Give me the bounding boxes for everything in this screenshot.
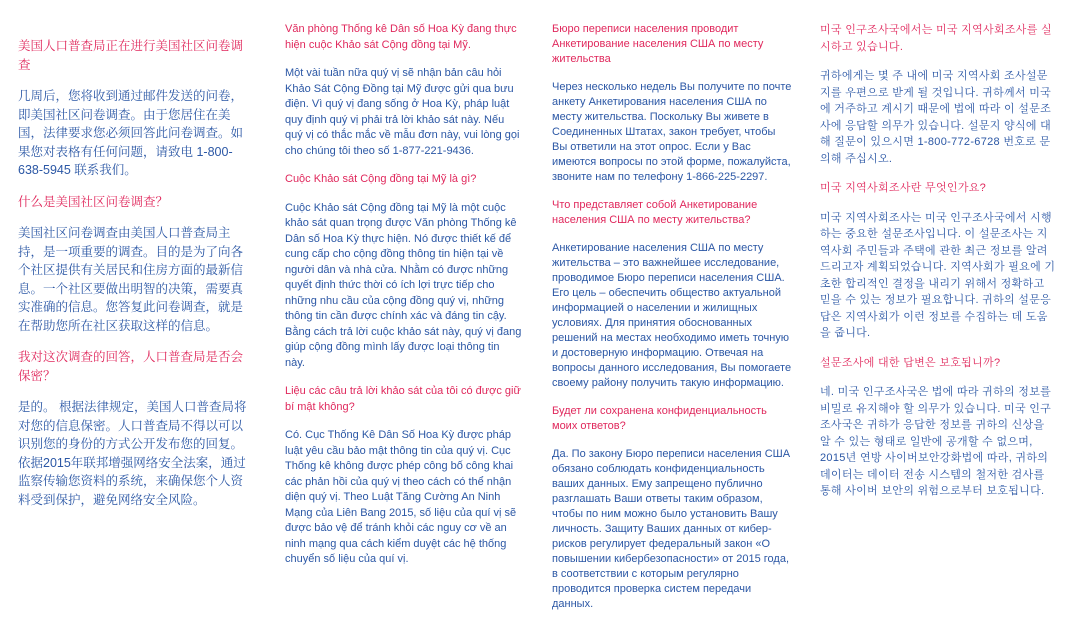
column-chinese — [18, 22, 252, 522]
column-russian — [552, 22, 793, 625]
chinese-paragraph-3: 美国社区问卷调查由美国人口普查局主持，是一项重要的调查。目的是为了向各个社区提供有关居民和住房方面的最新信息。一个社区要做出明智的决策，需要真实准确的信息。您答复此问卷调查，就是在帮助您所在社区获取这样的信息。 — [18, 226, 244, 333]
russian-paragraph-3: Анкетирование населения США по месту жительства – это важнейшее исследование, проводимое Бюро переписи населения США. Его цель – обеспечить общество актуальной информацией о населении и жилищных условиях. Для принятия обоснованных решений на местах необходимо иметь точную и достоверную информацию. Отвечая на вопросы данного исследования, Вы помогаете своему району получить такую информацию. — [552, 242, 792, 389]
vietnamese-heading-0: Văn phòng Thống kê Dân số Hoa Kỳ đang thực hiện cuộc Khảo sát Cộng đồng tại Mỹ. — [285, 23, 517, 51]
russian-heading-2: Что представляет собой Анкетирование населения США по месту жительства? — [552, 199, 758, 226]
korean-paragraph-5: 네. 미국 인구조사국은 법에 따라 귀하의 정보를 비밀로 유지해야 할 의무가 있습니다. 미국 인구조사국은 귀하가 응답한 정보를 귀하의 신상을 알 수 있는 형태로 일반에 공개할 수 없으며, 2015년 연방 사이버보안강화법에 따라, 귀하의 데이터는 데이터 전송 시스템의 철저한 검사를 통해 사이버 보안의 위험으로부터 보호됩니다. — [820, 386, 1052, 497]
korean-heading-0: 미국 인구조사국에서는 미국 지역사회조사를 실시하고 있습니다. — [820, 24, 1052, 53]
vietnamese-paragraph-5: Có. Cục Thống Kê Dân Số Hoa Kỳ được pháp luật yêu cầu bảo mật thông tin của quý vị. Cục Thống kê không được phép công bố công khai các phản hồi của quý vị theo cách có thể nhận diện quý vị. Theo Luật Tăng Cường An Ninh Mạng của Liên Bang 2015, số liệu của quí vị sẽ được bảo vệ để tránh khỏi các nguy cơ về an ninh mạng qua cách kiểm duyệt các hệ thống chuyển số liệu của quí vị. — [285, 429, 517, 565]
chinese-paragraph-5: 是的。 根据法律规定，美国人口普查局将对您的信息保密。人口普查局不得以可以识别您的身份的方式公开发布您的回复。依据2015年联邦增强网络安全法案，通过监察传输您资料的系统，来确保您个人资料受到保护，避免网络安全风险。 — [18, 400, 247, 507]
korean-paragraph-1: 귀하에게는 몇 주 내에 미국 지역사회 조사설문지를 우편으로 받게 될 것입니다. 귀하께서 미국에 거주하고 계시기 때문에 법에 따라 이 설문조사에 응답할 의무가 있습니다. 설문지 양식에 대해 질문이 있으시면 1-800-772-6728 번호로 문의해 주십시오. — [820, 70, 1052, 165]
vietnamese-heading-2: Cuộc Khảo sát Cộng đồng tại Mỹ là gì? — [285, 173, 477, 185]
column-vietnamese — [285, 22, 522, 581]
korean-paragraph-3: 미국 지역사회조사는 미국 인구조사국에서 시행하는 중요한 설문조사입니다. 이 설문조사는 지역사회 주민들과 주택에 관한 최근 정보를 알려드리고자 계획되었습니다. 지역사회가 필요에 기초한 합리적인 결정을 내리기 위해서 정확하고 믿을 수 있는 정보가 필요합니다. 귀하의 설문응답은 지역사회가 이런 정보를 수집하는 데 도움을 줍니다. — [820, 211, 1056, 339]
russian-paragraph-5: Да. По закону Бюро переписи населения США обязано соблюдать конфиденциальность ваших данных. Ему запрещено публично разглашать Ваши ответы таким образом, чтобы по ним можно было установить Вашу личность. Защиту Ваших данных от кибер-рисков регулирует федеральный закон «О повышении кибербезопасности» от 2015 года, в соответствии с которым регулярно проводится проверка систем передачи данных. — [552, 448, 791, 610]
vietnamese-paragraph-3: Cuộc Khảo sát Cộng đồng tại Mỹ là một cuộc khảo sát quan trọng được Văn phòng Thống kê Dân số Hoa Kỳ thực hiện. Nó được thiết kế để cung cấp cho cộng đồng thông tin hiện tại về người dân và nhà cửa. Nhằm có được những quyết định thức thời có ích lợi trực tiếp cho những nhu cầu của cộng đồng quý vị, những thông tin cần được chính xác và đáng tin cậy. Bằng cách trả lời cuộc khảo sát này, quý vị đang giúp cộng đồng mình lấy được loại thông tin này. — [285, 201, 522, 369]
korean-heading-4: 설문조사에 대한 답변은 보호됩니까? — [820, 356, 1001, 369]
korean-heading-2: 미국 지역사회조사란 무엇인가요? — [820, 182, 987, 194]
column-korean — [820, 22, 1057, 513]
chinese-paragraph-1: 几周后，您将收到通过邮件发送的问卷，即美国社区问卷调查。由于您居住在美国，法律要求您必须回答此问卷调查。如果您对表格有任何问题，请致电 1-800-638-5945 联系我们。 — [18, 89, 244, 177]
chinese-heading-2: 什么是美国社区问卷调查？ — [18, 194, 169, 209]
chinese-heading-0: 美国人口普查局正在进行美国社区问卷调查 — [18, 39, 244, 72]
chinese-heading-4: 我对这次调查的回答，人口普查局是否会保密？ — [18, 350, 244, 383]
russian-paragraph-1: Через несколько недель Вы получите по почте анкету Анкетирования населения США по месту жительства. Поскольку Вы живете в Соединенных Штатах, закон требует, чтобы Вы ответили на этот опрос. Если у Вас имеются вопросы по этой форме, пожалуйста, звоните нам по телефону 1-866-225-2297. — [552, 81, 792, 183]
vietnamese-heading-4: Liệu các câu trả lời khảo sát của tôi có được giữ bí mật không? — [285, 385, 521, 413]
russian-heading-4: Будет ли сохранена конфиденциальность моих ответов? — [552, 405, 767, 432]
russian-heading-0: Бюро переписи населения проводит Анкетирование населения США по месту жительства — [552, 23, 764, 65]
vietnamese-paragraph-1: Một vài tuần nữa quý vị sẽ nhận bản câu hỏi Khảo Sát Cộng Đồng tại Mỹ được gửi qua bưu điện. Vì quý vị đang sống ở Hoa Kỳ, pháp luật quy định quý vị phải trả lời khảo sát này. Nếu quý vị có thắc mắc về mẫu đơn này, vui lòng gọi cho chúng tôi theo số 1-877-221-9436. — [285, 67, 520, 157]
